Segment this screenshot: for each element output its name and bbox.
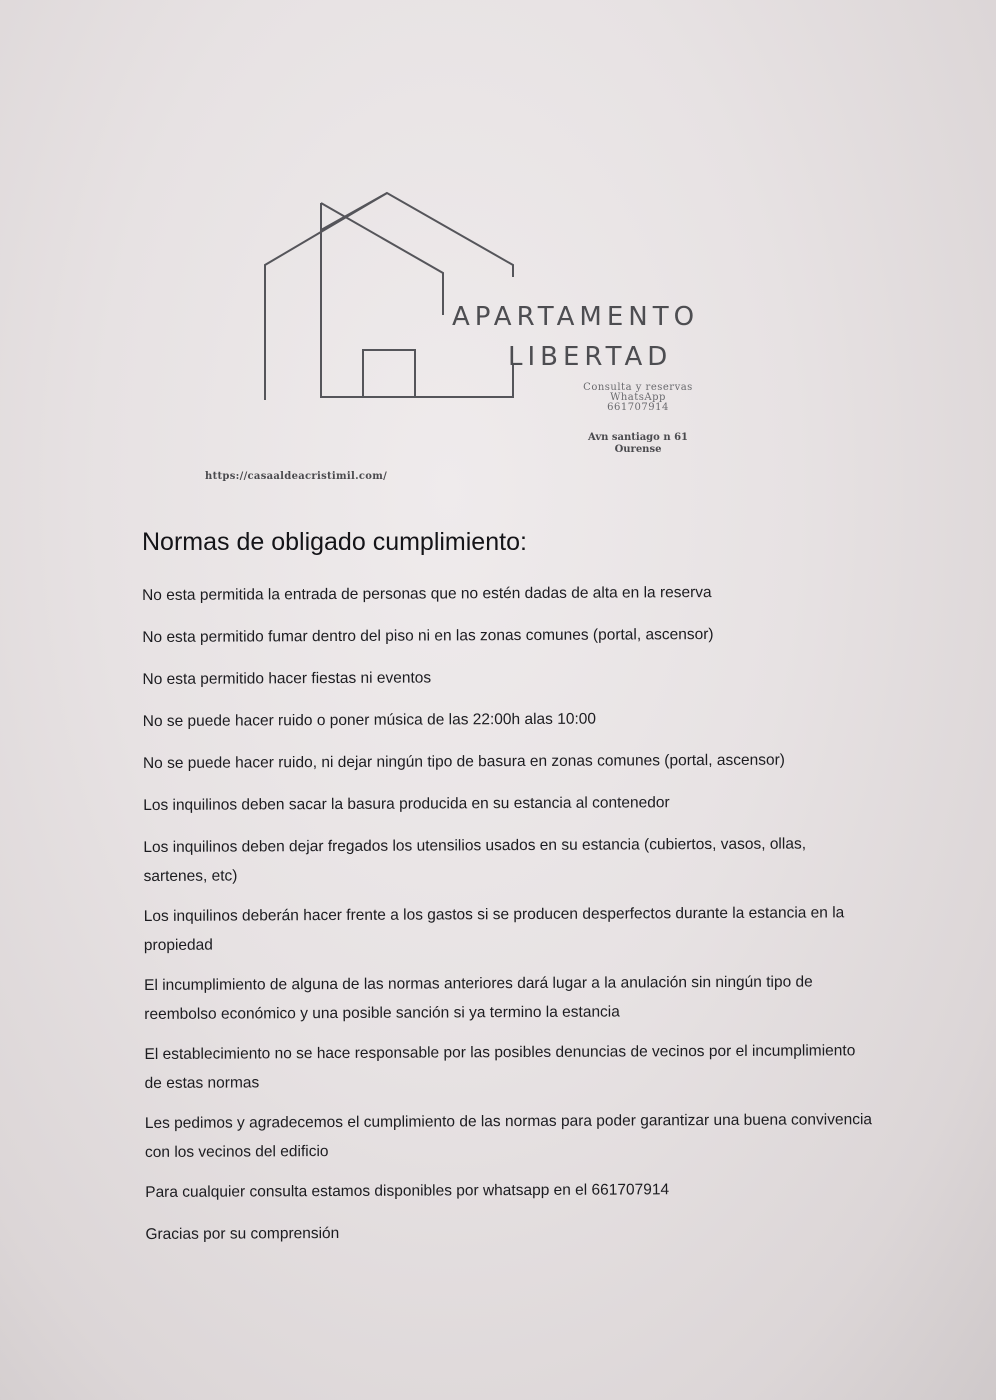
rule-item: No esta permitida la entrada de personas que no estén dadas de alta en la reserva [142,584,712,604]
rule-item: El establecimiento no se hace responsable por las posibles denuncias de vecinos por el incumplimiento de estas normas [144,1042,856,1092]
rule-item: No esta permitido fumar dentro del piso ni en las zonas comunes (portal, ascensor) [142,626,714,646]
address-info [560,432,716,456]
address-city: Ourense [614,444,662,455]
rule-item: Los inquilinos deben sacar la basura producida en su estancia al contenedor [143,794,670,814]
contact-line: Consulta y reservas [583,382,693,393]
rule-item: Les pedimos y agradecemos el cumplimiento de las normas para poder garantizar una buena convivencia con los vecinos del edificio [144,1111,873,1161]
rules-title: Normas de obligado cumplimiento: [142,528,527,556]
contact-line: WhatsApp [610,392,666,403]
rule-item: Los inquilinos deberán hacer frente a los gastos si se producen desperfectos durante la estancia en la propiedad [143,904,845,954]
rule-item: No esta permitido hacer fiestas ni eventos [142,669,432,688]
rule-item: Los inquilinos deben dejar fregados los utensilios usados en su estancia (cubiertos, vasos, ollas, sartenes, etc) [143,835,807,885]
address-street: Avn santiago n 61 [587,432,688,443]
rule-item-closing: Gracias por su comprensión [145,1224,340,1243]
brand-name-line2: LIBERTAD [508,342,673,372]
contact-info [560,383,716,413]
rule-item: No se puede hacer ruido o poner música de las 22:00h alas 10:00 [142,710,597,730]
rule-item: El incumplimiento de alguna de las normas anteriores dará lugar a la anulación sin ningún tipo de reembolso económico y una posible sanción si ya termino la estancia [144,973,813,1023]
rule-item: Para cualquier consulta estamos disponibles por whatsapp en el 661707914 [145,1181,670,1201]
contact-phone: 661707914 [607,402,669,413]
house-logo-icon [255,185,535,415]
website-url: https://casaaldeacristimil.com/ [205,471,388,482]
brand-name-line1: APARTAMENTO [452,302,700,332]
rules-list [142,577,876,1262]
rule-item: No se puede hacer ruido, ni dejar ningún tipo de basura en zonas comunes (portal, ascensor) [142,751,785,772]
